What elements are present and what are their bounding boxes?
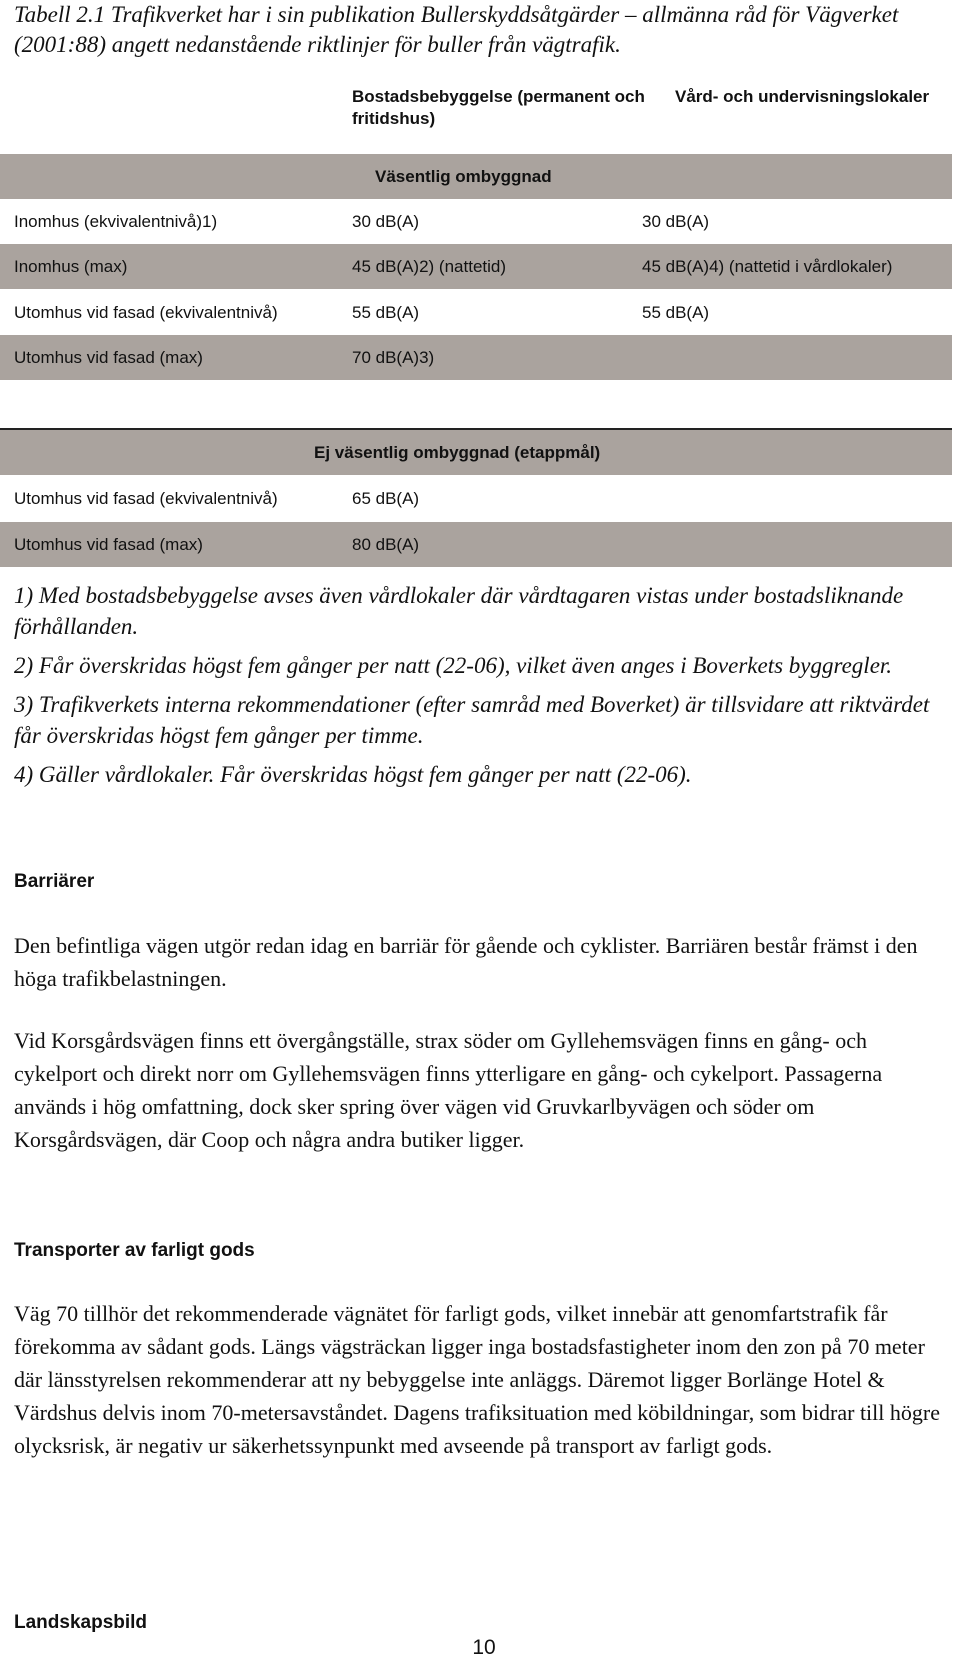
column-header-residential: Bostadsbebyggelse (permanent och fritidshus) — [352, 87, 645, 128]
table-row — [0, 335, 952, 380]
row-label: Inomhus (max) — [14, 257, 128, 276]
row-label: Utomhus vid fasad (max) — [14, 535, 203, 554]
table-row — [0, 476, 952, 521]
row-value-residential: 80 dB(A) — [352, 535, 420, 554]
row-label: Utomhus vid fasad (ekvivalentnivå) — [14, 303, 278, 322]
section-header-row — [0, 430, 952, 475]
section-header-row — [0, 154, 952, 199]
row-value-residential: 30 dB(A) — [352, 212, 420, 231]
row-value-care: 55 dB(A) — [642, 303, 710, 322]
table-row — [0, 199, 952, 244]
row-value-care: 30 dB(A) — [642, 212, 710, 231]
row-label: Utomhus vid fasad (ekvivalentnivå) — [14, 489, 278, 508]
table-caption: Tabell 2.1 Trafikverket har i sin publikation Bullerskyddsåtgärder – allmänna råd för Vägverket (2001:88) angett nedanstående riktlinjer för buller från vägtrafik. — [14, 2, 899, 57]
table-footnotes — [14, 580, 954, 798]
footnote-4: 4) Gäller vårdlokaler. Får överskridas högst fem gånger per natt (22-06). — [14, 762, 692, 787]
footnote-1: 1) Med bostadsbebyggelse avses även vårdlokaler där vårdtagaren vistas under bostadsliknande förhållanden. — [14, 583, 904, 639]
row-value-residential: 55 dB(A) — [352, 303, 420, 322]
row-value-residential: 45 dB(A)2) (nattetid) — [352, 257, 507, 276]
footnote-2: 2) Får överskridas högst fem gånger per natt (22-06), vilket även anges i Boverkets byggregler. — [14, 653, 893, 678]
heading-landscape: Landskapsbild — [14, 1612, 148, 1633]
section-title-minor-rebuild: Ej väsentlig ombyggnad (etappmål) — [314, 443, 601, 462]
table-row — [0, 290, 952, 335]
heading-barriers: Barriärer — [14, 871, 95, 892]
column-header-care-education: Vård- och undervisningslokaler — [675, 87, 930, 106]
row-label: Inomhus (ekvivalentnivå)1) — [14, 212, 218, 231]
row-label: Utomhus vid fasad (max) — [14, 348, 203, 367]
section-title-major-rebuild: Väsentlig ombyggnad — [375, 167, 552, 186]
row-value-residential: 70 dB(A)3) — [352, 348, 435, 367]
page-number: 10 — [472, 1636, 496, 1659]
table-row — [0, 244, 952, 289]
paragraph-barriers-2: Vid Korsgårdsvägen finns ett övergångställe, strax söder om Gyllehemsvägen finns en gång- och cykelport och direkt norr om Gyllehemsvägen finns ytterligare en gång- och cykelport. Passagerna används i hög omfattning, dock sker spring över vägen vid Gruvkarlbyvägen och söder om Korsgårdsvägen, där Coop och några andra butiker ligger. — [14, 1028, 883, 1152]
footnote-3: 3) Trafikverkets interna rekommendationer (efter samråd med Boverket) är tillsvidare att riktvärdet får överskridas högst fem gånger per timme. — [14, 692, 930, 748]
table-row — [0, 522, 952, 567]
row-value-residential: 65 dB(A) — [352, 489, 420, 508]
paragraph-barriers-1: Den befintliga vägen utgör redan idag en barriär för gående och cyklister. Barriären består främst i den höga trafikbelastningen. — [14, 933, 918, 991]
paragraph-dangerous-goods: Väg 70 tillhör det rekommenderade vägnätet för farligt gods, vilket innebär att genomfartstrafik får förekomma av sådant gods. Längs vägsträckan ligger inga bostadsfastigheter inom den zon på 70 meter där länsstyrelsen rekommenderar att ny bebyggelse inte anläggs. Däremot ligger Borlänge Hotel & Värdshus delvis inom 70-metersavståndet. Dagens trafiksituation med köbildningar, som bidrar till högre olycksrisk, är negativ ur säkerhetssynpunkt med avseende på transport av farligt gods. — [14, 1301, 940, 1458]
heading-dangerous-goods: Transporter av farligt gods — [14, 1240, 255, 1261]
row-value-care: 45 dB(A)4) (nattetid i vårdlokaler) — [642, 257, 893, 276]
